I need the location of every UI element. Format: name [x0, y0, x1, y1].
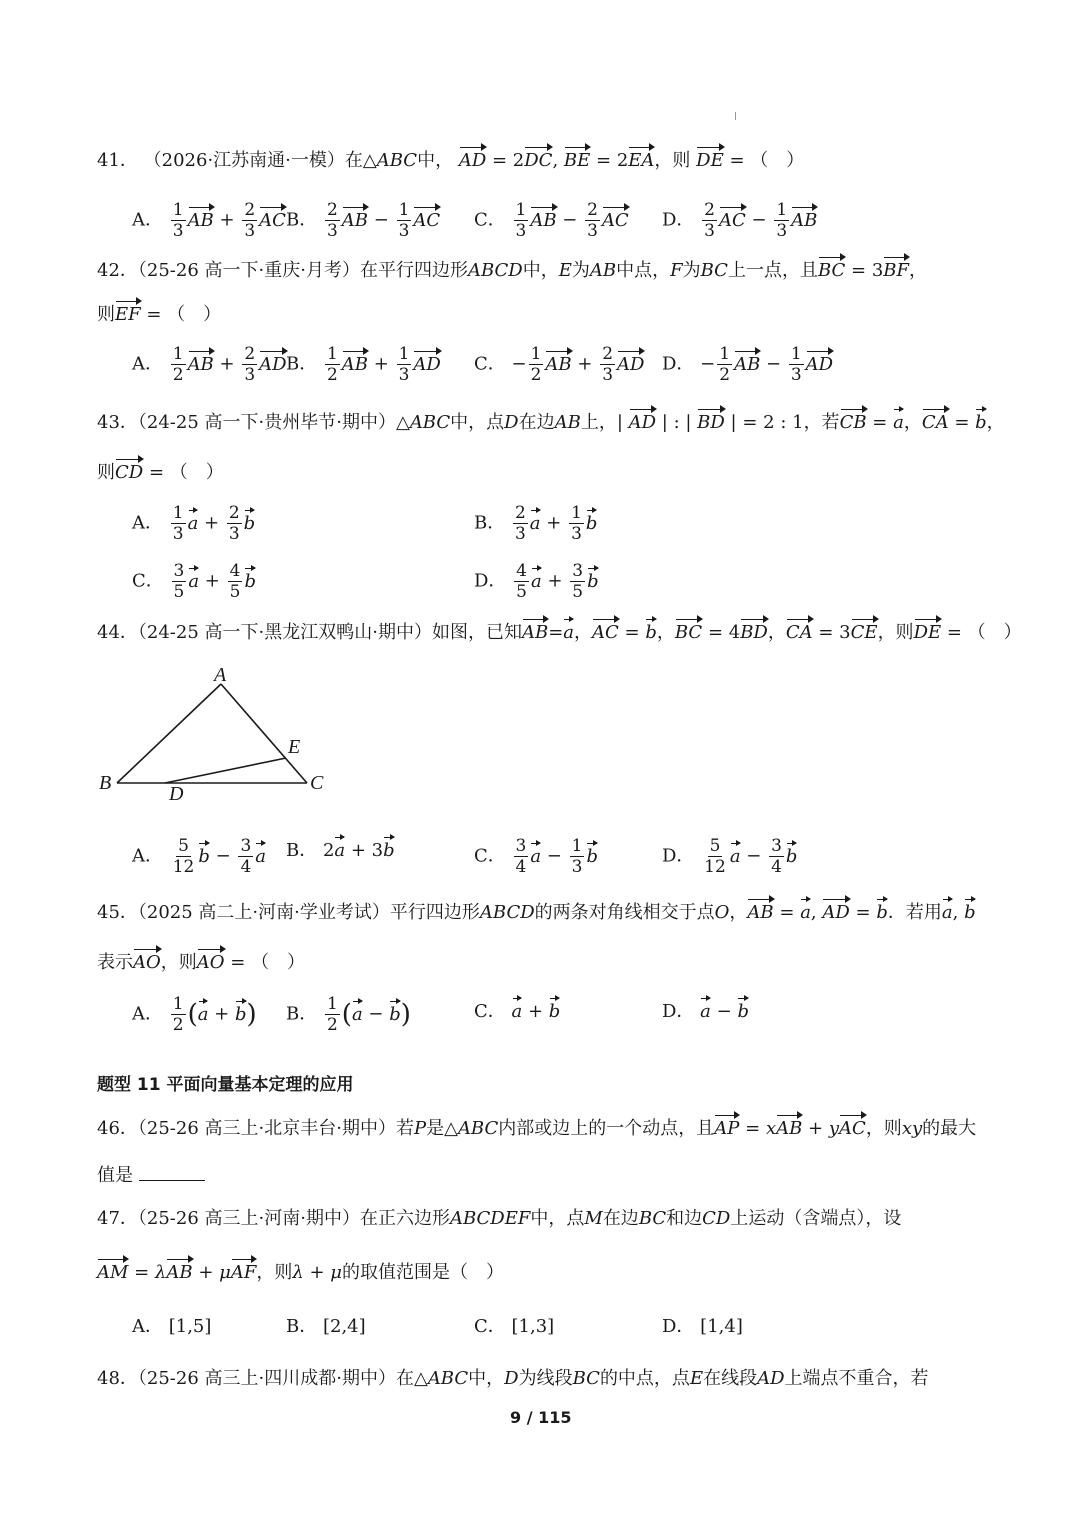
label-c: C — [310, 772, 324, 794]
question-42: 42．（25-26 高一下·重庆·月考）在平行四边形ABCD中，E为AB中点，F为BC上一点，且BC = 3BF， — [97, 254, 927, 284]
q43-option-c[interactable]: C． $\frac{3}{5}$ a + $\frac{4}{5}$ b — [132, 561, 256, 602]
question-41: 41． （2026·江苏南通·一模）在△ABC中， AD = 2DC, BE = 2EA，则 DE = （ ） — [97, 144, 804, 174]
q41-option-c[interactable]: C． $\frac{1}{3}$ AB − $\frac{2}{3}$ AC — [474, 200, 629, 241]
question-42-line2: 则EF = （ ） — [97, 298, 221, 328]
q47-option-b[interactable]: B． [2,4] — [286, 1316, 366, 1337]
question-47-line2: AM = λAB + μAF，则λ + μ的取值范围是（ ） — [97, 1256, 504, 1286]
q47-option-a[interactable]: A． [1,5] — [132, 1316, 212, 1337]
question-44: 44．（24-25 高一下·黑龙江双鸭山·期中）如图，已知AB=a，AC = b，BC = 4BD，CA = 3CE，则DE = （ ） — [97, 616, 1022, 646]
q45-option-c[interactable]: C． a + b — [474, 997, 560, 1025]
q42-option-b[interactable]: B． $\frac{1}{2}$ AB + $\frac{1}{3}$ AD — [286, 344, 441, 385]
question-45: 45．（2025 高二上·河南·学业考试）平行四边形ABCD的两条对角线相交于点O，AB = a, AD = b．若用a, b — [97, 896, 976, 926]
q42-option-c[interactable]: C． − $\frac{1}{2}$ AB + $\frac{2}{3}$ AD — [474, 344, 645, 385]
q44-option-c[interactable]: C． $\frac{3}{4}$ a − $\frac{1}{3}$ b — [474, 836, 598, 877]
page-number: 9 / 115 — [510, 1408, 572, 1427]
side-ab — [117, 684, 221, 783]
q41-option-a[interactable]: A． $\frac{1}{3}$ AB + $\frac{2}{3}$ AC — [132, 200, 286, 241]
triangle-figure — [90, 660, 350, 810]
q43-option-b[interactable]: B． $\frac{2}{3}$ a + $\frac{1}{3}$ b — [474, 503, 598, 544]
answer-blank[interactable] — [139, 1162, 205, 1181]
q44-option-a[interactable]: A． $\frac{5}{12}$ b − $\frac{3}{4}$ a — [132, 836, 266, 877]
question-48: 48．（25-26 高三上·四川成都·期中）在△ABC中，D为线段BC的中点，点E在线段AD上端点不重合，若 — [97, 1368, 929, 1389]
q41-option-d[interactable]: D． $\frac{2}{3}$ AC − $\frac{1}{3}$ AB — [662, 200, 818, 241]
label-a: A — [214, 664, 227, 686]
q41-option-b[interactable]: B． $\frac{2}{3}$ AB − $\frac{1}{3}$ AC — [286, 200, 441, 241]
q42-option-a[interactable]: A． $\frac{1}{2}$ AB + $\frac{2}{3}$ AD — [132, 344, 287, 385]
section-heading: 题型 11 平面向量基本定理的应用 — [97, 1075, 354, 1095]
top-tick — [735, 112, 736, 120]
q43-option-d[interactable]: D． $\frac{4}{5}$ a + $\frac{3}{5}$ b — [474, 561, 599, 602]
question-46: 46．（25-26 高三上·北京丰台·期中）若P是△ABC内部或边上的一个动点，且AP = xAB + yAC，则xy的最大 — [97, 1112, 976, 1142]
question-45-line2: 表示AO，则AO = （ ） — [97, 946, 305, 976]
q42-option-d[interactable]: D． − $\frac{1}{2}$ AB − $\frac{1}{3}$ AD — [662, 344, 834, 385]
question-47: 47．（25-26 高三上·河南·期中）在正六边形ABCDEF中，点M在边BC和边CD上运动（含端点），设 — [97, 1208, 902, 1229]
question-43-line2: 则CD = （ ） — [97, 456, 224, 486]
q44-option-b[interactable]: B． 2a + 3b — [286, 836, 395, 864]
question-43: 43．（24-25 高一下·贵州毕节·期中）△ABC中，点D在边AB上，| AD | : | BD | = 2 : 1，若CB = a，CA = b， — [97, 406, 1005, 436]
question-46-line2: 值是 — [97, 1162, 205, 1189]
q47-option-c[interactable]: C． [1,3] — [474, 1316, 555, 1337]
q43-option-a[interactable]: A． $\frac{1}{3}$ a + $\frac{2}{3}$ b — [132, 503, 256, 544]
label-d: D — [169, 783, 184, 805]
q45-option-b[interactable]: B． $\frac{1}{2}$ (a − b) — [286, 994, 411, 1035]
q45-option-d[interactable]: D． a − b — [662, 997, 749, 1025]
q44-option-d[interactable]: D． $\frac{5}{12}$ a − $\frac{3}{4}$ b — [662, 836, 798, 877]
label-e: E — [288, 736, 301, 758]
label-b: B — [99, 772, 112, 794]
q45-option-a[interactable]: A． $\frac{1}{2}$ (a + b) — [132, 994, 257, 1035]
q47-option-d[interactable]: D． [1,4] — [662, 1316, 743, 1337]
segment-de — [165, 758, 286, 783]
